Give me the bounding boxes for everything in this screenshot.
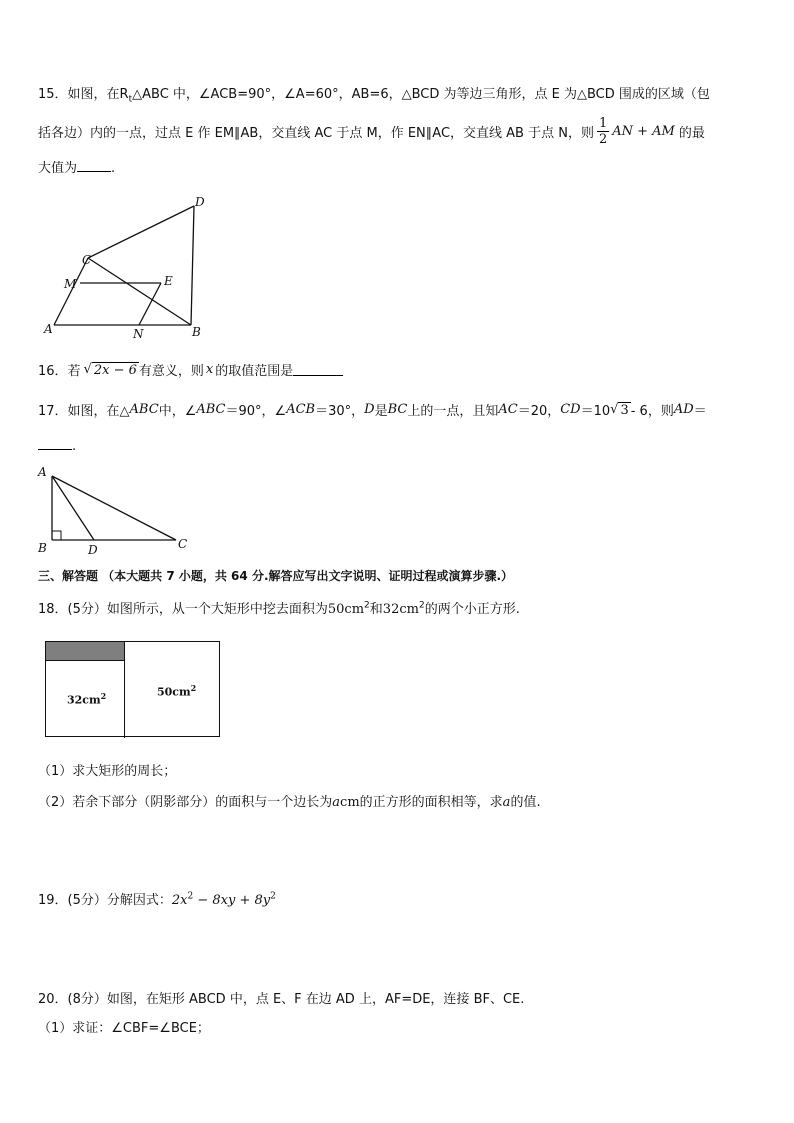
segment-AC: [52, 476, 176, 540]
label-A: A: [38, 465, 47, 479]
q18-sub-2: （2）若余下部分（阴影部分）的面积与一个边长为acm的正方形的面积相等，求a的值.: [38, 795, 541, 810]
big-square-label: $50cm^2$: [157, 683, 197, 699]
shaded-region: [46, 642, 124, 661]
q15-line-2: 括各边）内的一点，过点 E 作 EM∥AB，交直线 AC 于点 M，作 EN∥AC，交直线 AB 于点 N，则 $\frac{1}{2}$ AN + AM 的最: [38, 115, 705, 147]
q20-sub-1: （1）求证：∠CBF=∠BCE；: [38, 1021, 210, 1036]
label-C: C: [178, 537, 188, 551]
segment-AC: [54, 258, 88, 325]
label-C: C: [82, 253, 92, 267]
small-square-label: $32cm^2$: [67, 691, 107, 707]
q20-line: 20．(8分）如图，在矩形 ABCD 中，点 E、F 在边 AD 上，AF=DE，连接 BF、CE.: [38, 992, 525, 1007]
answer-blank: [38, 437, 72, 450]
divider-line: [124, 642, 125, 738]
q18-figure: [45, 641, 220, 737]
q15-line-3: 大值为 .: [38, 161, 116, 176]
q17-line-2: .: [38, 437, 76, 454]
q18-sub-1: （1）求大矩形的周长；: [38, 764, 177, 779]
label-N: N: [133, 327, 144, 340]
sqrt-sign: √: [610, 402, 619, 417]
q18-line: 18．(5分）如图所示，从一个大矩形中挖去面积为$50cm^2$和$32cm^2$的两个小正方形.: [38, 600, 520, 617]
segment-AD: [52, 476, 94, 540]
q19-line: 19．(5分）分解因式：$2x^2 - 8xy + 8y^2$: [38, 891, 276, 908]
label-B: B: [38, 541, 47, 555]
q17-figure: [34, 462, 194, 557]
label-E: E: [164, 274, 173, 288]
right-angle-mark: [52, 531, 61, 540]
label-D: D: [195, 195, 205, 209]
answer-blank: [77, 159, 111, 172]
q16-line: 16．若 √ 2x − 6 有意义，则 x 的取值范围是: [38, 360, 343, 379]
q15-line-1: 15．如图，在$R_t\triangle ABC$ 中，∠ACB=90°，∠A=60°，AB=6，△BCD 为等边三角形，点 E 为△BCD 围成的区域（包: [38, 87, 710, 105]
answer-blank: [293, 363, 343, 376]
fraction-one-half: $\frac{1}{2}$: [598, 115, 608, 147]
section-heading: 三、解答题 （本大题共 7 小题，共 64 分.解答应写出文字说明、证明过程或演算步骤.）: [38, 569, 514, 583]
q15-figure: [36, 190, 216, 340]
segment-CD: [88, 206, 194, 258]
label-A: A: [44, 322, 53, 336]
label-D: D: [88, 543, 98, 557]
sqrt-sign: √: [83, 362, 92, 377]
segment-CB: [88, 258, 191, 325]
q17-line-1: 17．如图，在△ ABC 中，∠ ABC ＝90°，∠ ACB ＝30°， D 是 BC 上的一点，且知 AC ＝20， CD ＝10 √ 3 - 6，则 AD ＝: [38, 402, 707, 419]
segment-DB: [191, 206, 194, 325]
label-M: M: [64, 277, 77, 291]
label-B: B: [192, 325, 201, 339]
